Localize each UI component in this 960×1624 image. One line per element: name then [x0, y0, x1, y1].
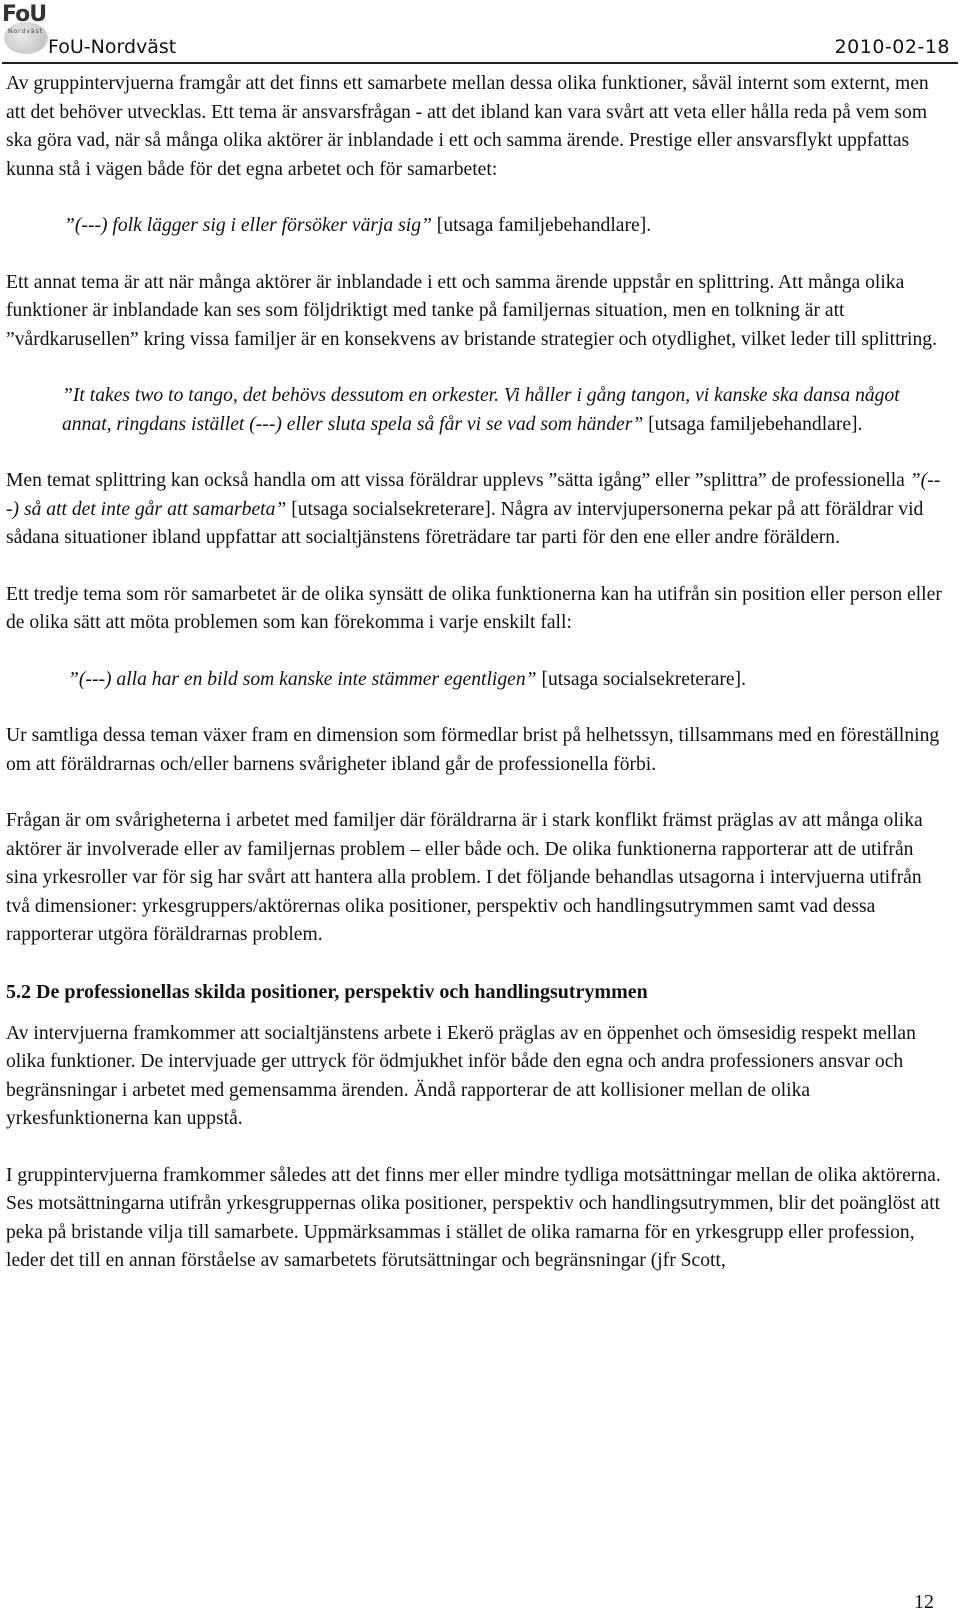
paragraph-7: Av intervjuerna framkommer att socialtjänstens arbete i Ekerö präglas av en öppenhet och ömsesidig respekt mellan olika funktioner. De intervjuade ger uttryck för ödmjukhet inför både den egna och andra professioners ansvar och begränsningar i arbetet med gemensamma ärenden. Ändå rapporterar de att kollisioner mellan de olika yrkesfunktionerna kan uppstå.: [6, 1022, 916, 1129]
quote-2-source: [utsaga familjebehandlare].: [643, 413, 863, 435]
quote-1-text: ”(---) folk lägger sig i eller försöker värja sig”: [64, 215, 432, 236]
logo-text: FoU: [2, 2, 47, 27]
paragraph-3-part-b: [utsaga socialsekreterare]. Några av intervjupersonerna pekar på att föräldrar vid sådana situationer ibland uppfattar att socialtjänstens företrädare tar parti för den ene eller andre föräldern.: [6, 498, 924, 548]
quote-1-source: [utsaga familjebehandlare].: [431, 215, 652, 236]
paragraph-4: Ett tredje tema som rör samarbetet är de olika synsätt de olika funktionerna kan ha utifrån sin position eller person eller de olika sätt att möta problemen som kan förekomma i varje enskilt fall:: [6, 583, 942, 633]
quote-3: [6, 666, 946, 695]
organization-name: FoU-Nordväst: [48, 36, 177, 58]
quote-3-text: ”(---) alla har en bild som kanske inte stämmer egentligen”: [68, 668, 537, 690]
quote-3-source: [utsaga socialsekreterare].: [536, 668, 746, 690]
quote-2: [6, 382, 946, 439]
page-number: 12: [914, 1591, 934, 1613]
header-divider: [2, 62, 958, 64]
paragraph-3-part-a: Men temat splittring kan också handla om att vissa föräldrar upplevs ”sätta igång” eller ”splittra” de professionella: [6, 470, 910, 491]
logo-subtext: Nordväst: [8, 28, 44, 35]
fou-logo: [0, 0, 48, 56]
paragraph-3-quote: ”(---) så att det inte går att samarbeta”: [6, 470, 941, 520]
quote-1: [6, 212, 946, 241]
paragraph-2: Ett annat tema är att när många aktörer är inblandade i ett och samma ärende uppstår en splittring. Att många olika funktioner är inblandade kan ses som följdriktigt med tanke på familjernas situation, men en tolkning är att ”vårdkarusellen” kring vissa familjer är en konsekvens av bristande strategier och otydlighet, vilket leder till splittring.: [6, 271, 937, 350]
paragraph-6: Frågan är om svårigheterna i arbetet med familjer där föräldrarna är i stark konflikt främst präglas av att många olika aktörer är involverade eller av familjernas problem – eller både och. De olika funktionerna rapporterar att de utifrån sina yrkesroller var för sig har svårt att hantera alla problem. I det följande behandlas utsagorna i intervjuerna utifrån två dimensioner: yrkesgruppers/aktörernas olika positioner, perspektiv och handlingsutrymmen samt vad dessa rapporterar utgöra föräldrarnas problem.: [6, 810, 923, 945]
section-heading: 5.2 De professionellas skilda positioner, perspektiv och handlingsutrymmen: [6, 980, 648, 1003]
paragraph-5: Ur samtliga dessa teman växer fram en dimension som förmedlar brist på helhetssyn, tillsammans med en föreställning om att föräldrarnas och/eller barnens svårigheter ibland går de professionella förbi.: [6, 725, 940, 775]
paragraph-1: Av gruppintervjuerna framgår att det finns ett samarbete mellan dessa olika funktioner, såväl internt som externt, men att det behöver utvecklas. Ett tema är ansvarsfrågan - att det ibland kan vara svårt att veta eller hålla reda på vem som ska göra vad, när så många olika aktörer är inblandade i ett och samma ärende. Prestige eller ansvarsflykt uppfattas kunna stå i vägen både för det egna arbetet och för samarbetet:: [6, 73, 929, 180]
document-body: [6, 70, 946, 1276]
paragraph-3: [6, 467, 946, 553]
document-date: 2010-02-18: [834, 36, 950, 58]
paragraph-8: I gruppintervjuerna framkommer således att det finns mer eller mindre tydliga motsättningar mellan de olika aktörerna. Ses motsättningarna utifrån yrkesgruppernas olika positioner, perspektiv och handlingsutrymmen, blir det poänglöst att peka på bristande vilja till samarbete. Uppmärksammas i stället de olika ramarna för en yrkesgrupp eller profession, leder det till en annan förståelse av samarbetets förutsättningar och begränsningar (jfr Scott,: [6, 1164, 941, 1271]
quote-2-text: ”It takes two to tango, det behövs dessutom en orkester. Vi håller i gång tangon, vi kanske ska dansa något annat, ringdans istället (---) eller sluta spela så får vi se vad som händer”: [62, 385, 900, 435]
page-header: [0, 0, 960, 66]
